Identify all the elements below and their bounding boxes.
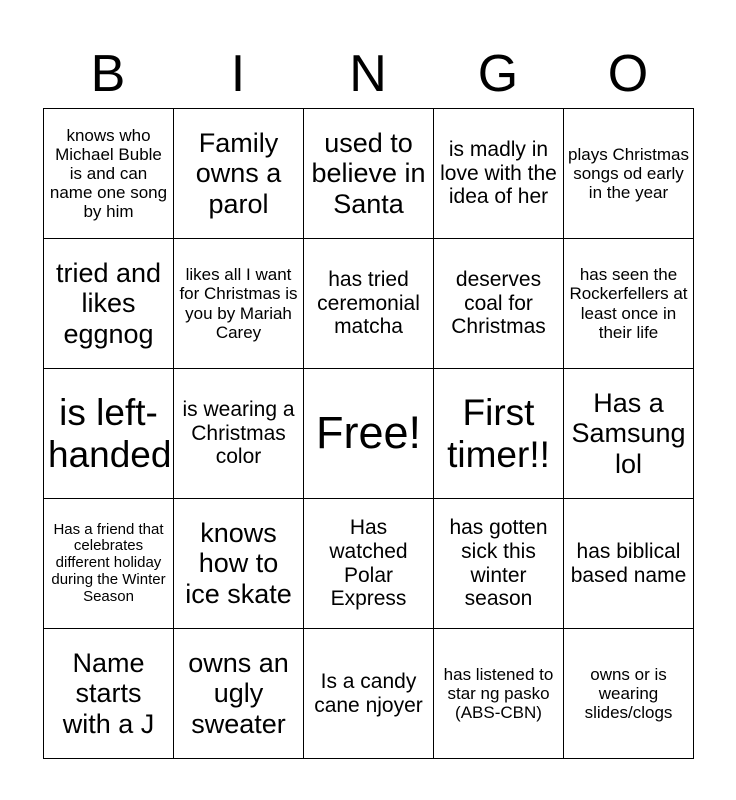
bingo-cell[interactable]: has biblical based name xyxy=(564,499,694,629)
bingo-cell[interactable]: has seen the Rockerfellers at least once in their life xyxy=(564,239,694,369)
bingo-cell[interactable]: has gotten sick this winter season xyxy=(434,499,564,629)
board-row xyxy=(44,369,694,499)
bingo-cell[interactable]: Has a friend that celebrates different holiday during the Winter Season xyxy=(44,499,174,629)
header-letter-i: I xyxy=(230,45,246,103)
board-row xyxy=(44,109,694,239)
bingo-cell[interactable]: is madly in love with the idea of her xyxy=(434,109,564,239)
board-row xyxy=(44,629,694,759)
header-letter-o: O xyxy=(607,45,649,103)
bingo-header xyxy=(43,44,693,104)
header-letter-b: B xyxy=(90,45,126,103)
bingo-cell[interactable]: owns or is wearing slides/clogs xyxy=(564,629,694,759)
free-space-cell[interactable]: Free! xyxy=(304,369,434,499)
bingo-cell[interactable]: is left-handed xyxy=(44,369,174,499)
bingo-cell[interactable]: owns an ugly sweater xyxy=(174,629,304,759)
header-letter-g: G xyxy=(477,45,519,103)
bingo-cell[interactable]: tried and likes eggnog xyxy=(44,239,174,369)
bingo-cell[interactable]: First timer!! xyxy=(434,369,564,499)
header-letter-n: N xyxy=(349,45,387,103)
bingo-cell[interactable]: is wearing a Christmas color xyxy=(174,369,304,499)
bingo-cell[interactable]: has listened to star ng pasko (ABS-CBN) xyxy=(434,629,564,759)
bingo-cell[interactable]: Name starts with a J xyxy=(44,629,174,759)
board-row xyxy=(44,239,694,369)
bingo-cell[interactable]: used to believe in Santa xyxy=(304,109,434,239)
bingo-cell[interactable]: knows how to ice skate xyxy=(174,499,304,629)
bingo-cell[interactable]: has tried ceremonial matcha xyxy=(304,239,434,369)
bingo-cell[interactable]: plays Christmas songs od early in the year xyxy=(564,109,694,239)
board-row xyxy=(44,499,694,629)
bingo-cell[interactable]: knows who Michael Buble is and can name one song by him xyxy=(44,109,174,239)
bingo-cell[interactable]: Has a Samsung lol xyxy=(564,369,694,499)
bingo-board xyxy=(43,108,694,759)
bingo-cell[interactable]: likes all I want for Christmas is you by Mariah Carey xyxy=(174,239,304,369)
bingo-cell[interactable]: Has watched Polar Express xyxy=(304,499,434,629)
bingo-cell[interactable]: deserves coal for Christmas xyxy=(434,239,564,369)
bingo-cell[interactable]: Is a candy cane njoyer xyxy=(304,629,434,759)
bingo-cell[interactable]: Family owns a parol xyxy=(174,109,304,239)
